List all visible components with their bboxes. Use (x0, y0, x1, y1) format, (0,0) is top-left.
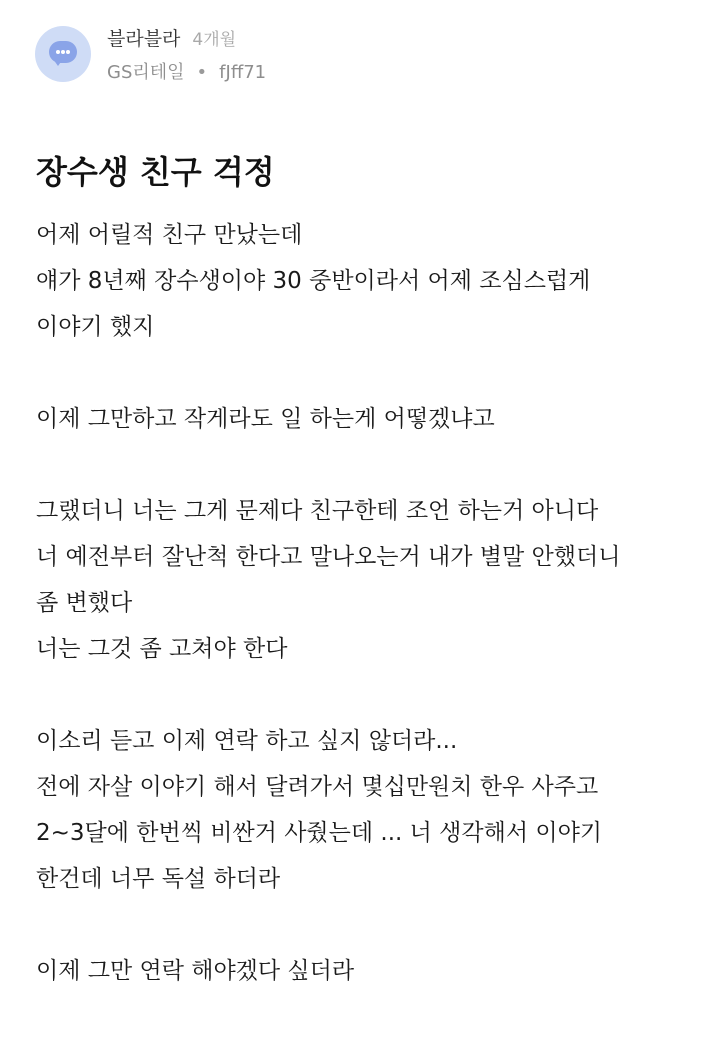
avatar[interactable] (35, 26, 91, 82)
post-time: 4개월 (192, 30, 237, 50)
body-line (36, 442, 706, 488)
body-line: 이야기 했지 (36, 314, 155, 340)
body-line: 너 예전부터 잘난척 한다고 말나오는거 내가 별말 안했더니 (36, 544, 621, 570)
body-line: 이제 그만하고 작게라도 일 하는게 어떻겠냐고 (36, 406, 495, 432)
body-line: 이소리 듣고 이제 연락 하고 싶지 않더라... (36, 728, 458, 754)
body-line: 얘가 8년째 장수생이야 30 중반이라서 어제 조심스럽게 (36, 268, 591, 294)
post-body (36, 212, 706, 994)
author-line (107, 26, 236, 53)
author-name[interactable]: 블라블라 (107, 28, 181, 50)
body-line: 2~3달에 한번씩 비싼거 사줬는데 ... 너 생각해서 이야기 (36, 820, 603, 846)
body-line: 이제 그만 연락 해야겠다 싶더라 (36, 958, 355, 984)
body-line: 전에 자살 이야기 해서 달려가서 몇십만원치 한우 사주고 (36, 774, 599, 800)
body-line (36, 902, 706, 948)
body-line (36, 672, 706, 718)
user-id: fJff71 (219, 62, 267, 83)
body-line: 그랬더니 너는 그게 문제다 친구한테 조언 하는거 아니다 (36, 498, 599, 524)
company-line (107, 60, 266, 86)
company-name[interactable]: GS리테일 (107, 62, 185, 83)
body-line (36, 350, 706, 396)
post-title: 장수생 친구 걱정 (36, 153, 275, 191)
body-line: 좀 변했다 (36, 590, 133, 616)
body-line: 어제 어릴적 친구 만났는데 (36, 222, 303, 248)
body-line: 한건데 너무 독설 하더라 (36, 866, 281, 892)
post-header (35, 26, 695, 86)
body-line: 너는 그것 좀 고쳐야 한다 (36, 636, 288, 662)
separator-dot: • (196, 62, 208, 83)
